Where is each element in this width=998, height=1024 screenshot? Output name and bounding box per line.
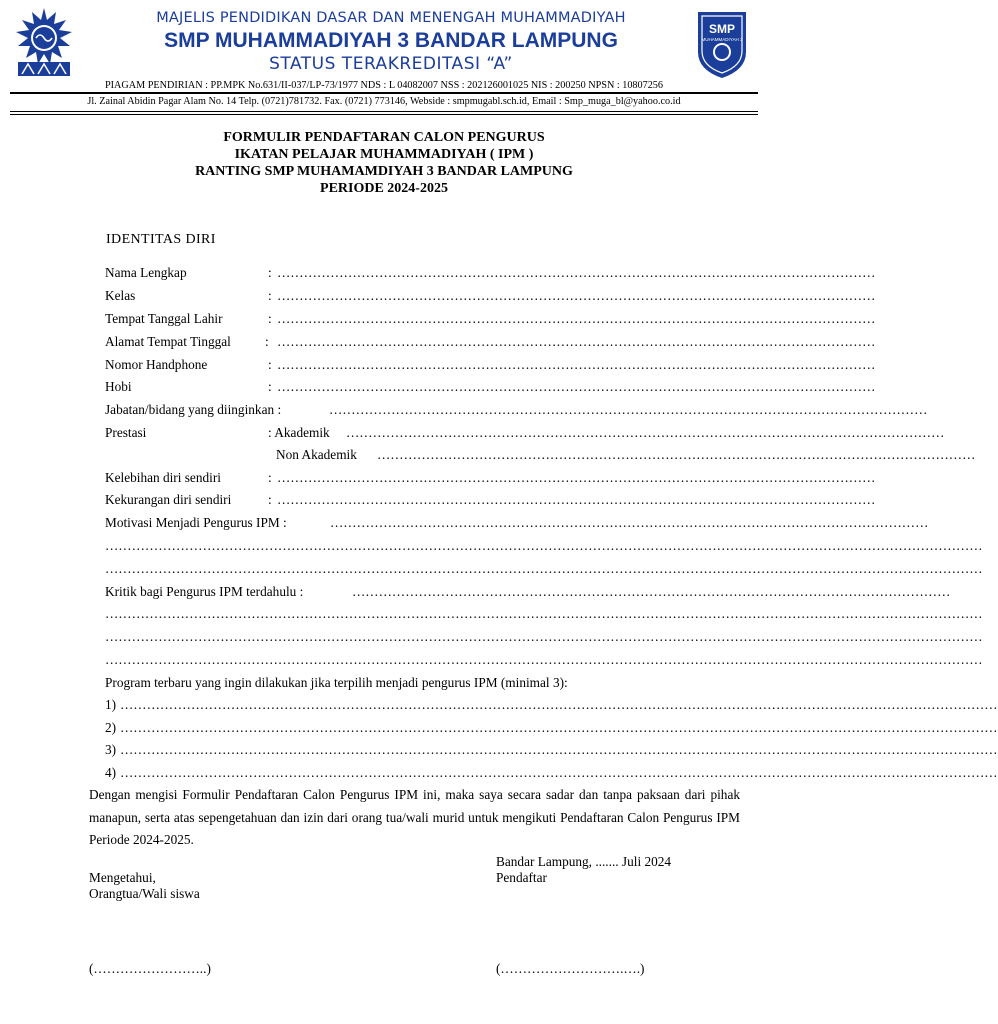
applicant-signature-line[interactable]: (……………………….….) [496, 961, 645, 976]
header-divider-top [10, 92, 758, 94]
label-program: Program terbaru yang ingin dilakukan jika terpilih menjadi pengurus IPM (minimal 3): [105, 675, 568, 690]
program-number-3: 3) [105, 742, 117, 757]
program-number-2: 2) [105, 720, 117, 735]
school-name: SMP MUHAMMADIYAH 3 BANDAR LAMPUNG [164, 29, 618, 52]
colon-ttl: : [268, 311, 272, 326]
field-nama[interactable]: ……………………………………………………………………………………………………………………… [277, 265, 876, 280]
label-kelas: Kelas [105, 288, 136, 303]
field-akademik[interactable]: ……………………………………………………………………………………………………………………… [346, 425, 945, 440]
guardian-signature-line[interactable]: (……………………..) [89, 961, 211, 976]
field-kritik-line-3[interactable]: ……………………………………………………………………………………………………………………………………………………………………………… [105, 629, 983, 644]
field-motivasi-line-2[interactable]: ……………………………………………………………………………………………………………………………………………………………………………… [105, 538, 983, 553]
label-alamat: Alamat Tempat Tinggal [105, 334, 231, 349]
label-hobi: Hobi [105, 379, 132, 394]
applicant-label: Pendaftar [496, 870, 547, 885]
form-title-line-1: FORMULIR PENDAFTARAN CALON PENGURUS [223, 130, 545, 145]
colon-nama: : [268, 265, 272, 280]
colon-hp: : [268, 357, 272, 372]
label-motivasi: Motivasi Menjadi Pengurus IPM : [105, 515, 287, 530]
field-program-2[interactable]: ……………………………………………………………………………………………………………………………………………………………………………… [120, 720, 998, 735]
program-number-4: 4) [105, 765, 117, 780]
label-akademik: : Akademik [268, 425, 330, 440]
field-motivasi[interactable]: ……………………………………………………………………………………………………………………… [330, 515, 929, 530]
colon-alamat: : [265, 334, 269, 349]
muhammadiyah-logo [12, 8, 76, 80]
charter-info: PIAGAM PENDIRIAN : PP.MPK No.631/II-037/LP-73/1977 NDS : L 04082007 NSS : 202126001025 NIS : 200250 NPSN : 10807256 [105, 80, 663, 91]
field-jabatan[interactable]: ……………………………………………………………………………………………………………………… [329, 402, 928, 417]
field-program-4[interactable]: ……………………………………………………………………………………………………………………………………………………………………………… [120, 765, 998, 780]
field-kekurangan[interactable]: ……………………………………………………………………………………………………………………… [277, 492, 876, 507]
colon-kelas: : [268, 288, 272, 303]
label-kelebihan: Kelebihan diri sendiri [105, 470, 221, 485]
label-nama: Nama Lengkap [105, 265, 187, 280]
colon-kelebihan: : [268, 470, 272, 485]
org-name: MAJELIS PENDIDIKAN DASAR DAN MENENGAH MUHAMMADIYAH [156, 10, 626, 26]
label-kritik: Kritik bagi Pengurus IPM terdahulu : [105, 584, 304, 599]
label-non-akademik: Non Akademik [276, 447, 357, 462]
colon-kekurangan: : [268, 492, 272, 507]
acknowledge-label: Mengetahui, [89, 870, 156, 885]
form-title-line-4: PERIODE 2024-2025 [320, 181, 448, 196]
field-hp[interactable]: ……………………………………………………………………………………………………………………… [277, 357, 876, 372]
header-divider-bottom-2 [10, 114, 758, 115]
smp-logo [694, 8, 750, 80]
program-number-1: 1) [105, 697, 117, 712]
field-kritik-line-4[interactable]: ……………………………………………………………………………………………………………………………………………………………………………… [105, 652, 983, 667]
field-hobi[interactable]: ……………………………………………………………………………………………………………………… [277, 379, 876, 394]
smp-logo-sublabel: MUHAMMADIYAH 3 [701, 37, 743, 42]
colon-hobi: : [268, 379, 272, 394]
field-motivasi-line-3[interactable]: ……………………………………………………………………………………………………………………………………………………………………………… [105, 561, 983, 576]
field-kelebihan[interactable]: ……………………………………………………………………………………………………………………… [277, 470, 876, 485]
form-title-line-2: IKATAN PELAJAR MUHAMMADIYAH ( IPM ) [234, 147, 534, 162]
label-jabatan: Jabatan/bidang yang diinginkan : [105, 402, 282, 417]
label-hp: Nomor Handphone [105, 357, 208, 372]
smp-logo-label: SMP [708, 22, 735, 36]
field-non-akademik[interactable]: ……………………………………………………………………………………………………………………… [377, 447, 976, 462]
label-prestasi: Prestasi [105, 425, 147, 440]
smp-shield-icon [694, 8, 750, 80]
label-kekurangan: Kekurangan diri sendiri [105, 492, 232, 507]
section-heading: IDENTITAS DIRI [106, 232, 216, 247]
field-ttl[interactable]: ……………………………………………………………………………………………………………………… [277, 311, 876, 326]
consent-statement: Dengan mengisi Formulir Pendaftaran Calon Pengurus IPM ini, maka saya secara sadar dan tanpa paksaan dari pihak manapun, serta atas sepengetahuan dan izin dari orang tua/wali murid untuk mengikuti Pendaftaran Calon Pengurus IPM Periode 2024-2025. [89, 787, 740, 847]
header-divider-bottom [10, 111, 758, 112]
form-title-line-3: RANTING SMP MUHAMAMDIYAH 3 BANDAR LAMPUNG [195, 164, 573, 179]
school-address: Jl. Zainal Abidin Pagar Alam No. 14 Telp. (0721)781732. Fax. (0721) 773146, Webside : smpmugabl.sch.id, Email : Smp_muga_bl@yahoo.co.id [87, 96, 681, 107]
field-kritik-line-2[interactable]: ……………………………………………………………………………………………………………………………………………………………………………… [105, 606, 983, 621]
label-ttl: Tempat Tanggal Lahir [105, 311, 223, 326]
field-alamat[interactable]: ……………………………………………………………………………………………………………………… [277, 334, 876, 349]
field-program-3[interactable]: ……………………………………………………………………………………………………………………………………………………………………………… [120, 742, 998, 757]
guardian-label: Orangtua/Wali siswa [89, 886, 200, 901]
field-program-1[interactable]: ……………………………………………………………………………………………………………………………………………………………………………… [120, 697, 998, 712]
field-kritik[interactable]: ……………………………………………………………………………………………………………………… [352, 584, 951, 599]
accreditation-status: STATUS TERAKREDITASI “A” [269, 54, 513, 74]
place-date: Bandar Lampung, ....... Juli 2024 [496, 854, 672, 869]
field-kelas[interactable]: ……………………………………………………………………………………………………………………… [277, 288, 876, 303]
